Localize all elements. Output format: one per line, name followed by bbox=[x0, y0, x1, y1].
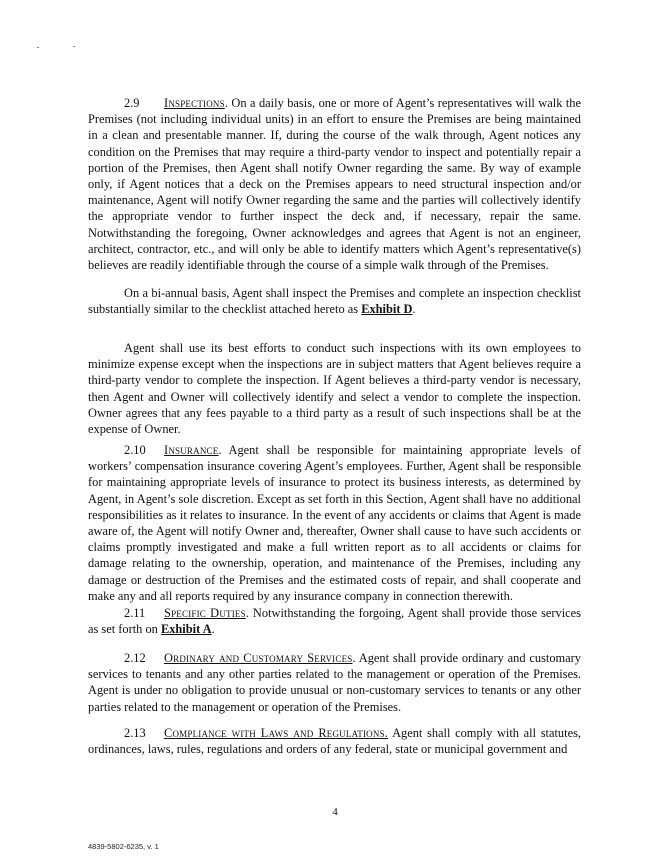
exhibit-d-reference: Exhibit D bbox=[361, 302, 413, 317]
section-2-13 bbox=[88, 725, 581, 757]
page-number: 4 bbox=[332, 806, 338, 818]
paragraph-text: On a bi-annual basis, Agent shall inspect the Premises and complete an inspection checklist substantially similar to the checklist attached hereto as bbox=[88, 286, 581, 317]
section-heading: Compliance with Laws and Regulations. bbox=[164, 726, 389, 740]
section-number: 2.12 bbox=[124, 651, 146, 665]
section-heading: Insurance bbox=[164, 443, 219, 457]
section-heading: Inspections bbox=[164, 96, 225, 110]
paragraph-best-efforts bbox=[88, 340, 581, 437]
section-heading: Specific Duties bbox=[164, 606, 246, 620]
section-heading: Ordinary and Customary Services bbox=[164, 651, 353, 665]
paragraph-text: Agent shall use its best efforts to conduct such inspections with its own employees to minimize expense except when the inspections are in subject matters that Agent believes require a third-party vendor to complete the inspection. If Agent believes a third-party vendor is necessary, then Agent and Owner will collectively identify and select a vendor to complete the inspection. Owner agrees that any fees payable to a third party as a result of such inspections shall be at the expense of Owner. bbox=[88, 341, 581, 437]
section-number: 2.11 bbox=[124, 606, 146, 620]
section-2-11: 2.11 Specific Duties. Notwithstanding the forgoing, Agent shall provide those services as set forth on Exhibit A. bbox=[88, 606, 581, 637]
section-number: 2.13 bbox=[124, 726, 146, 740]
exhibit-a-reference: Exhibit A bbox=[160, 622, 212, 637]
document-id: 4839-5802-6235, v. 1 bbox=[88, 842, 159, 851]
section-text: . On a daily basis, one or more of Agent’s representatives will walk the Premises (not including individual units) in an effort to ensure the Premises are being maintained in a clean and presentable manner. If, during the course of the walk through, Agent notices any condition on the Premises that may require a third-party vendor to inspect and potentially repair a portion of the Premises, then Agent shall notify Owner regarding the same. By way of example only, if Agent notices that a deck on the Premises appears to need structural inspection and/or maintenance, Agent will notify Owner regarding the same and the parties will collectively identify the appropriate vendor to further inspect the deck and, if necessary, repair the same. Notwithstanding the foregoing, Owner acknowledges and agrees that Agent is not an engineer, architect, contractor, etc., and will only be able to identify matters which Agent’s representative(s) believes are readily identifiable through the course of a simple walk through of the Premises. bbox=[88, 96, 581, 273]
section-number: 2.9 bbox=[124, 96, 140, 110]
section-2-10 bbox=[88, 442, 581, 604]
section-text: Agent shall comply with all statutes, ordinances, laws, rules, regulations and orders of any federal, state or municipal government and bbox=[88, 726, 581, 757]
paragraph-biannual-inspection: On a bi-annual basis, Agent shall inspect the Premises and complete an inspection checklist substantially similar to the checklist attached hereto as Exhibit D. bbox=[88, 286, 581, 317]
section-text: . Notwithstanding the forgoing, Agent shall provide those services as set forth on bbox=[88, 606, 581, 637]
section-text: . Agent shall provide ordinary and customary services to tenants and any other parties related to the management or operation of the Premises. Agent is under no obligation to provide unusual or non-customary services to tenants or any other parties related to the management or operation of the Premises. bbox=[88, 651, 581, 714]
scan-speck bbox=[37, 47, 39, 48]
section-number: 2.10 bbox=[124, 443, 146, 457]
section-2-9 bbox=[88, 95, 581, 273]
section-text: . Agent shall be responsible for maintaining appropriate levels of workers’ compensation insurance covering Agent’s employees. Further, Agent shall be responsible for maintaining appropriate levels of insurance to protect its business interests, as determined by Agent, in Agent’s sole discretion. Except as set forth in this Section, Agent shall have no additional responsibilities as it relates to insurance. In the event of any accidents or claims that Agent is made aware of, the Agent will notify Owner and, thereafter, Owner shall cause to have such accidents or claims promptly investigated and make a full written report as to all accidents or claims for damage relating to the ownership, operation, and maintenance of the Premises, including any damage or destruction of the Premises and the estimated costs of repair, and shall cooperate and make any and all reports required by any insurance company in connection therewith. bbox=[88, 443, 581, 603]
scan-speck bbox=[73, 46, 75, 47]
section-2-12 bbox=[88, 650, 581, 715]
